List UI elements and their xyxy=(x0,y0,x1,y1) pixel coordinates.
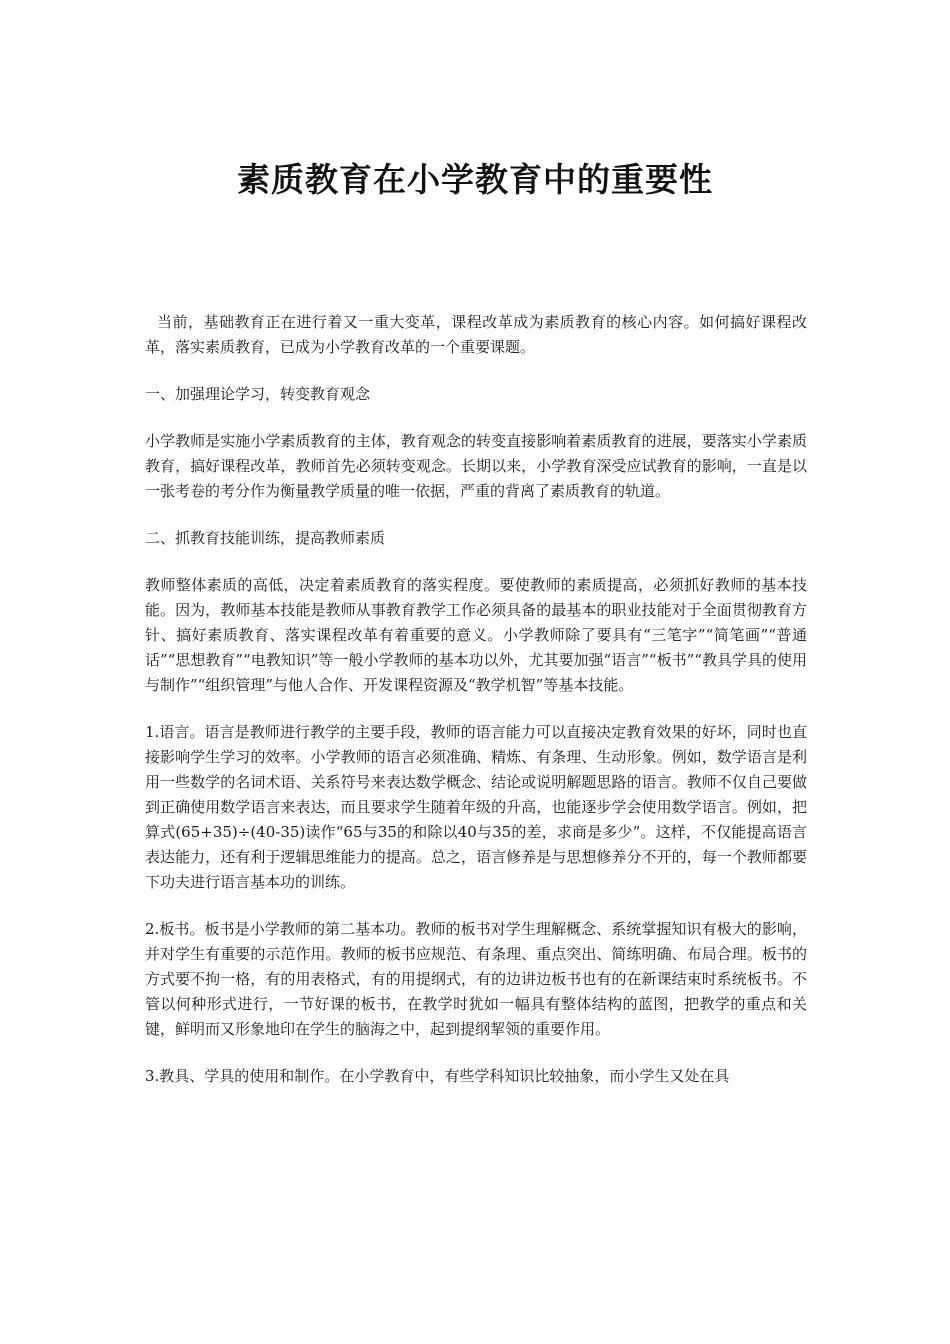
item-paragraph-blackboard: 2.板书。板书是小学教师的第二基本功。教师的板书对学生理解概念、系统掌握知识有极大的影响，并对学生有重要的示范作用。教师的板书应规范、有条理、重点突出、简练明确、布局合理。板书的方式要不拘一格，有的用表格式，有的用提纲式，有的边讲边板书也有的在新课结束时系统板书。不管以何种形式进行，一节好课的板书，在教学时犹如一幅具有整体结构的蓝图，把教学的重点和关键，鲜明而又形象地印在学生的脑海之中，起到提纲挈领的重要作用。 xyxy=(145,920,807,1038)
document-title: 素质教育在小学教育中的重要性 xyxy=(237,160,713,199)
section-heading-1: 一、加强理论学习，转变教育观念 xyxy=(145,385,371,403)
intro-paragraph: 当前，基础教育正在进行着又一重大变革，课程改革成为素质教育的核心内容。如何搞好课程改革，落实素质教育，已成为小学教育改革的一个重要课题。 xyxy=(145,313,807,356)
section-heading-2: 二、抓教育技能训练，提高教师素质 xyxy=(145,529,386,547)
document-body xyxy=(145,310,807,1111)
section-paragraph-1: 小学教师是实施小学素质教育的主体，教育观念的转变直接影响着素质教育的进展，要落实小学素质教育，搞好课程改革，教师首先必须转变观念。长期以来，小学教育深受应试教育的影响，一直是以一张考卷的考分作为衡量教学质量的唯一依据，严重的背离了素质教育的轨道。 xyxy=(145,432,807,500)
item-paragraph-language: 1.语言。语言是教师进行教学的主要手段，教师的语言能力可以直接决定教育效果的好坏，同时也直接影响学生学习的效率。小学教师的语言必须准确、精炼、有条理、生动形象。例如，数学语言是利用一些数学的名词术语、关系符号来表达数学概念、结论或说明解题思路的语言。教师不仅自己要做到正确使用数学语言来表达，而且要求学生随着年级的升高，也能逐步学会使用数学语言。例如，把算式(65+35)÷(40-35)读作“65与35的和除以40与35的差，求商是多少”。这样，不仅能提高语言表达能力，还有利于逻辑思维能力的提高。总之，语言修养是与思想修养分不开的，每一个教师都要下功夫进行语言基本功的训练。 xyxy=(145,723,807,891)
section-paragraph-2: 教师整体素质的高低，决定着素质教育的落实程度。要使教师的素质提高，必须抓好教师的基本技能。因为，教师基本技能是教师从事教育教学工作必须具备的最基本的职业技能对于全面贯彻教育方针、搞好素质教育、落实课程改革有着重要的意义。小学教师除了要具有“三笔字”“简笔画”“普通话”“思想教育”“电教知识”等一般小学教师的基本功以外，尤其要加强“语言”“板书”“教具学具的使用与制作”“组织管理”与他人合作、开发课程资源及“教学机智”等基本技能。 xyxy=(145,576,807,694)
item-paragraph-teaching-aids: 3.教具、学具的使用和制作。在小学教育中，有些学科知识比较抽象，而小学生又处在具 xyxy=(145,1067,730,1085)
